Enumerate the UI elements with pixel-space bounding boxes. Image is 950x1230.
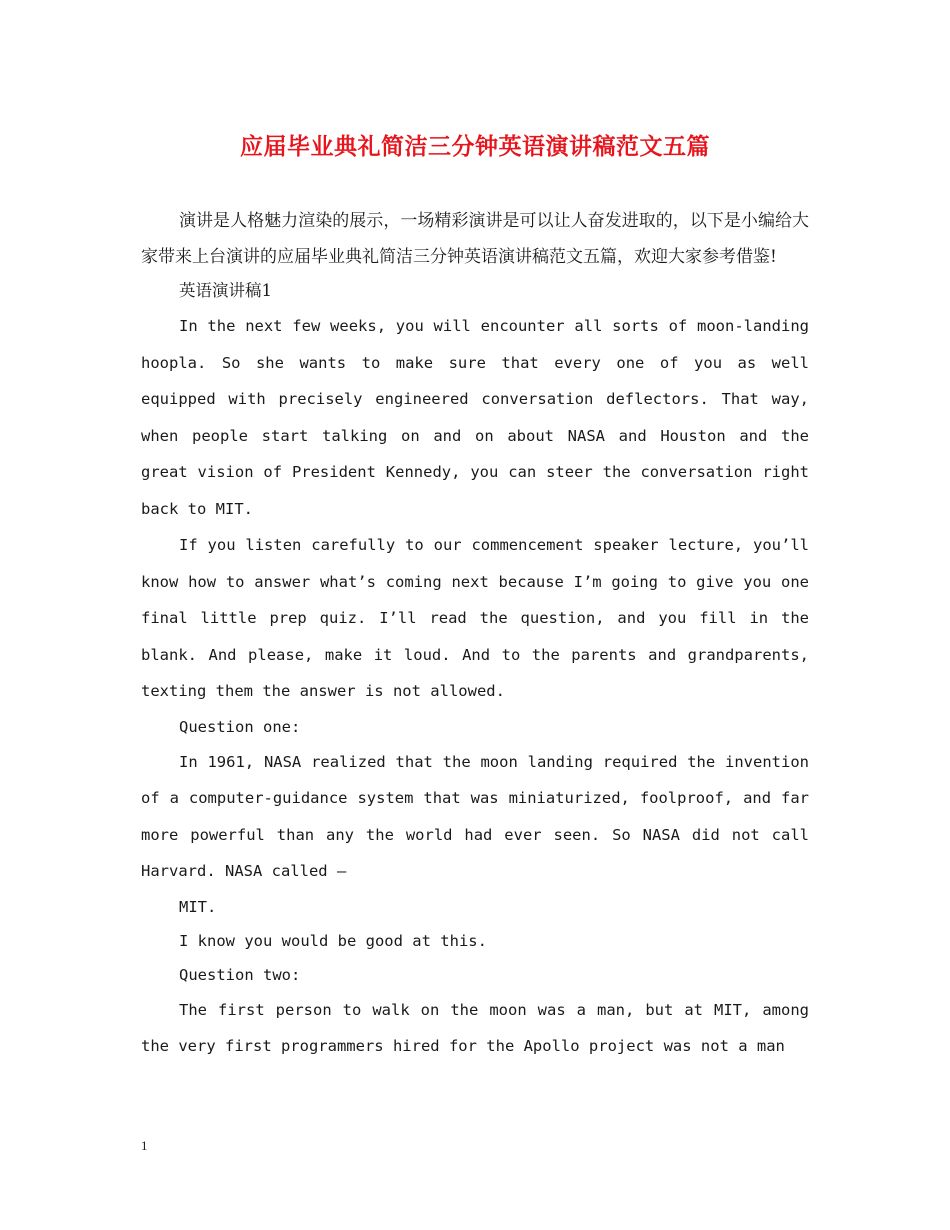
document-body [141, 203, 809, 1065]
intro-paragraph: 演讲是人格魅力渲染的展示，一场精彩演讲是可以让人奋发进取的，以下是小编给大家带来上台演讲的应届毕业典礼简洁三分钟英语演讲稿范文五篇，欢迎大家参考借鉴! [141, 211, 809, 267]
answer-one: MIT. [179, 897, 217, 916]
paragraph-1: In the next few weeks, you will encounter all sorts of moon-landing hoopla. So she wants to make sure that every one of you as well equipped with precisely engineered conversation deflectors. That way, when people start talking on and on about NASA and Houston and the great vision of President Kennedy, you can steer the conversation right back to MIT. [141, 317, 809, 518]
paragraph-2: If you listen carefully to our commencement speaker lecture, you’ll know how to answer what’s coming next because I’m going to give you one final little prep quiz. I’ll read the question, and you fill in the blank. And please, make it loud. And to the parents and grandparents, texting them the answer is not allowed. [141, 536, 809, 700]
section-heading: 英语演讲稿1 [179, 281, 272, 300]
paragraph-4: The first person to walk on the moon was a man, but at MIT, among the very first programmers hired for the Apollo project was not a man [141, 1000, 809, 1055]
page-number: 1 [141, 1138, 148, 1153]
paragraph-3: In 1961, NASA realized that the moon landing required the invention of a computer-guidance system that was miniaturized, foolproof, and far more powerful than any the world had ever seen. So NASA did not call Harvard. NASA called – [141, 752, 809, 880]
question-one-label: Question one: [179, 717, 301, 736]
question-two-label: Question two: [179, 965, 301, 984]
document-title: 应届毕业典礼简洁三分钟英语演讲稿范文五篇 [240, 133, 710, 160]
remark-line: I know you would be good at this. [179, 931, 487, 950]
